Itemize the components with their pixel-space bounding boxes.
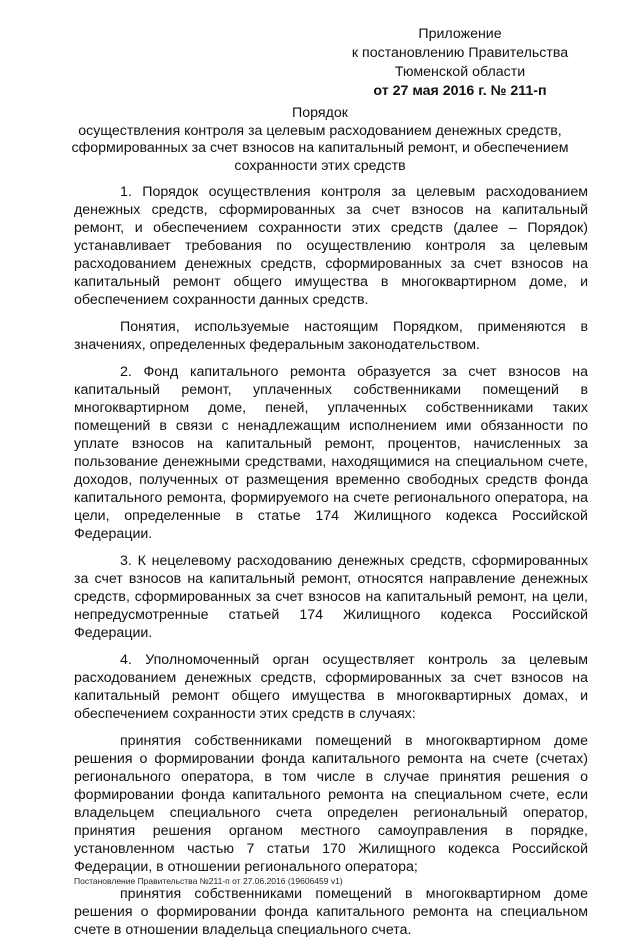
paragraph-1: 1. Порядок осуществления контроля за целевым расходованием денежных средств, сформированных за счет взносов на капитальный ремонт, и обеспечением сохранности этих средств (далее – Порядок) устанавливает требования по осуществлению контроля за целевым расходованием денежных средств, сформированных за счет взносов на капитальный ремонт общего имущества в многоквартирном доме, и обеспечением сохранности данных средств. (74, 184, 588, 308)
appendix-line-1: Приложение (418, 26, 502, 42)
appendix-date-number: от 27 мая 2016 г. № 211-п (373, 83, 547, 99)
appendix-header (340, 25, 580, 101)
paragraph-2: 2. Фонд капитального ремонта образуется за счет взносов на капитальный ремонт, уплаченных собственниками помещений в многоквартирном доме, пеней, уплаченных собственниками таких помещений в связи с ненадлежащим исполнением ими обязанности по уплате взносов на капитальный ремонт, процентов, начисленных за пользование денежными средствами, находящимися на специальном счете, доходов, полученных от размещения временно свободных средств фонда капитального ремонта, формируемого на счете регионального оператора, на цели, определенные в статье 174 Жилищного кодекса Российской Федерации. (74, 364, 588, 542)
title-line-1: Порядок (292, 105, 348, 121)
title-line-2: осуществления контроля за целевым расходованием денежных средств, (78, 122, 562, 139)
page-footer: Постановление Правительства №211-п от 27.06.2016 (19606459 v1) (74, 876, 343, 886)
appendix-line-2: к постановлению Правительства (351, 45, 569, 61)
paragraph-case-special-account: принятия собственниками помещений в многоквартирном доме решения о формировании фонда капитального ремонта на специальном счете в отношении владельца специального счета. (74, 886, 588, 938)
document-title (60, 105, 580, 175)
appendix-line-3: Тюменской области (394, 64, 526, 80)
paragraph-case-regional-operator: принятия собственниками помещений в многоквартирном доме решения о формировании фонда капитального ремонта на счете (счетах) регионального оператора, в том числе в случае принятия решения о формировании фонда капитального ремонта на специальном счете, если владельцем специального счета определен региональный оператор, принятия решения органом местного самоуправления в порядке, установленном частью 7 статьи 170 Жилищного кодекса Российской Федерации, в отношении регионального оператора; (74, 733, 588, 875)
document-body (74, 183, 588, 948)
title-line-4: сохранности этих средств (234, 157, 406, 174)
paragraph-definitions: Понятия, используемые настоящим Порядком, применяются в значениях, определенных федеральным законодательством. (74, 319, 588, 353)
paragraph-3: 3. К нецелевому расходованию денежных средств, сформированных за счет взносов на капитальный ремонт, относятся направление денежных средств, сформированных за счет взносов на капитальный ремонт, на цели, непредусмотренные статьей 174 Жилищного кодекса Российской Федерации. (74, 553, 588, 641)
title-line-3: сформированных за счет взносов на капитальный ремонт, и обеспечением (71, 140, 569, 156)
paragraph-4: 4. Уполномоченный орган осуществляет контроль за целевым расходованием денежных средств, сформированных за счет взносов на капитальный ремонт общего имущества в многоквартирных домах, и обеспечением сохранности этих средств в случаях: (74, 652, 588, 722)
